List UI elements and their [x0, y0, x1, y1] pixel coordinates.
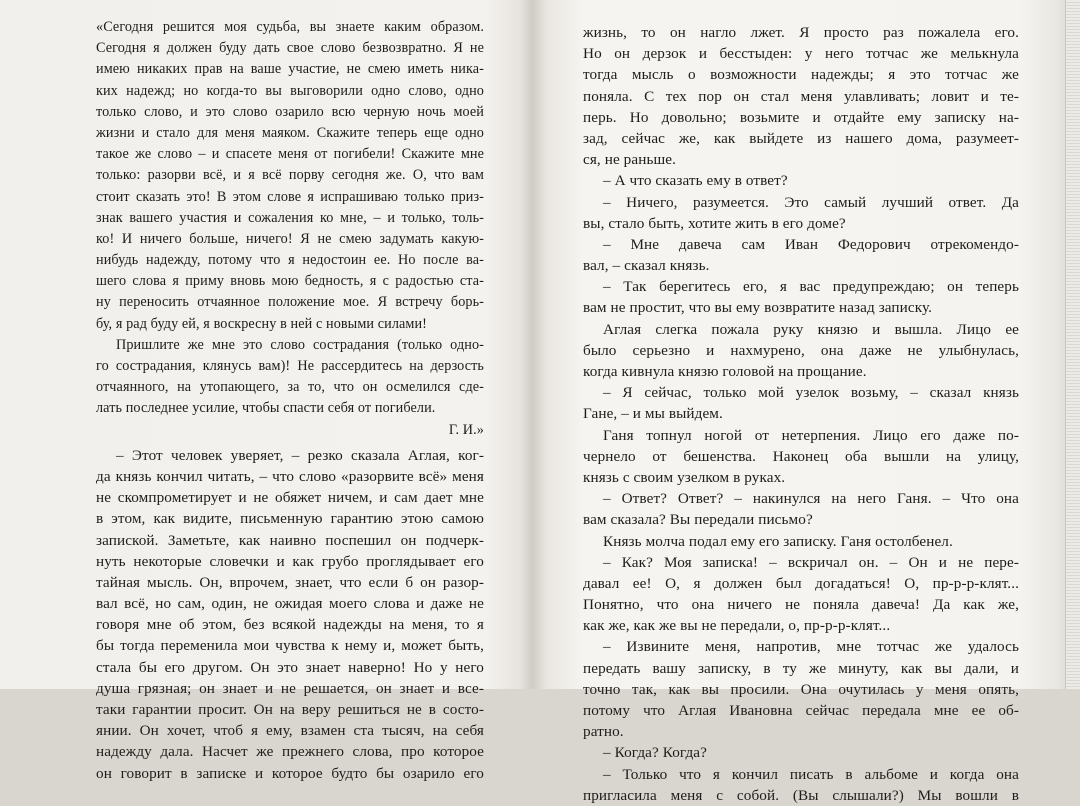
- text-line: стала бы его другом. Он это знает наверно! Но у него: [96, 658, 484, 676]
- text-line: нибудь надежду, потому что я недостоин ее. Но после ва-: [96, 252, 484, 269]
- text-line: янии. Он хочет, чтоб я ему, взамен ста тысяч, на себя: [96, 722, 484, 740]
- text-line: только слово, и это слово озарило всю черную ночь моей: [96, 103, 484, 120]
- text-line: передать вашу записку, в ту же минуту, как вы дали, и: [583, 659, 1019, 677]
- text-line: тайная мысль. Он, впрочем, знает, что если б он разор-: [96, 573, 484, 591]
- text-line: шего слова я приму вновь мою бедность, я с радостью ста-: [96, 273, 484, 290]
- text-line: – А что сказать ему в ответ?: [603, 172, 788, 190]
- left-body-text: [96, 445, 484, 784]
- text-line: тогда мысль о возможности надежды; я это тотчас же: [583, 66, 1019, 84]
- text-line: Но он дерзок и бесстыден: у него тотчас же мелькнула: [583, 45, 1019, 63]
- text-line: «Сегодня решится моя судьба, вы знаете каким образом.: [96, 19, 484, 35]
- left-page-text: [96, 17, 484, 784]
- text-line: лать последнее усилие, чтобы спасти себя от погибели.: [96, 400, 436, 417]
- text-line: Аглая слегка пожала руку князю и вышла. Лицо ее: [603, 320, 1019, 338]
- text-line: жизни и стало для меня маяком. Скажите теперь еще одно: [96, 124, 484, 141]
- text-line: стоит сказать это! В этом слове я испрашиваю только приз-: [96, 188, 484, 205]
- text-line: ну переносить отчаянное положение мое. Я встречу борь-: [96, 294, 484, 311]
- text-line: жизнь, то он нагло лжет. Я просто раз пожалела его.: [583, 24, 1019, 41]
- text-line: говоря мне об этом, без всякой надежды на меня, то я: [96, 616, 484, 634]
- text-line: Гане, – и мы выйдем.: [583, 405, 723, 423]
- text-line: давал ее! О, я должен был догадаться! О, пр-р-р-клят...: [583, 574, 1019, 592]
- text-line: когда кивнула князю головой на прощание.: [583, 363, 867, 380]
- text-line: только: разорви всё, и я всё порву сегодня же. О, что вам: [96, 167, 484, 184]
- text-line: было серьезно и нахмурено, она даже не улыбнулась,: [583, 341, 1019, 359]
- text-line: перь. Но довольно; возьмите и отдайте ему записку на-: [583, 108, 1019, 126]
- text-line: такое же слово – и спасете меня от погибели! Скажите мне: [96, 146, 484, 163]
- text-line: – Извините меня, напротив, мне тотчас же удалось: [603, 638, 1019, 656]
- text-line: – Ответ? Ответ? – накинулся на него Ганя. – Что она: [603, 490, 1019, 508]
- text-line: ких надежд; но когда-то вы выговорили одно слово, одно: [96, 82, 484, 99]
- text-line: вам не простит, что вы ему возвратите назад записку.: [583, 299, 933, 317]
- text-line: отчаянного, на утопающего, за то, что он осмелился сде-: [96, 379, 484, 396]
- text-line: как же, как же вы не передали, о, пр-р-р-клят...: [583, 617, 891, 635]
- text-line: вал всё, но сам, один, не ожидая моего слова и даже не: [96, 595, 484, 613]
- text-line: точно так, как вы просили. Она очутилась у меня опять,: [583, 680, 1019, 698]
- text-line: – Этот человек уверяет, – резко сказала Аглая, ког-: [116, 446, 484, 464]
- text-line: потому что Аглая Ивановна сейчас передала мне ее об-: [583, 702, 1019, 719]
- text-line: – Только что я кончил писать в альбоме и когда она: [603, 765, 1019, 783]
- page-fore-edge: [1065, 0, 1080, 689]
- text-line: – Так берегитесь его, я вас предупреждаю; он теперь: [603, 278, 1019, 296]
- text-line: он говорит в записке и которое будто бы озарило его: [96, 764, 484, 782]
- text-line: душа грязная; он знает и не решается, он знает и все-: [96, 679, 484, 697]
- text-line: имею никаких прав на ваше участие, не смею иметь ника-: [96, 61, 484, 78]
- text-line: – Когда? Когда?: [603, 744, 707, 762]
- text-line: Сегодня я должен буду дать свое слово безвозвратно. Я не: [96, 40, 484, 57]
- text-line: – Мне давеча сам Иван Федорович отрекомендо-: [603, 235, 1019, 253]
- text-line: поняла. С тех пор он стал меня улавливать; ловит и те-: [583, 87, 1019, 105]
- text-line: Пришлите же мне это слово сострадания (только одно-: [116, 336, 484, 353]
- text-line: – Я сейчас, только мой узелок возьму, – сказал князь: [603, 384, 1019, 402]
- text-line: запиской. Заметьте, как наивно поспешил он подчерк-: [96, 531, 484, 549]
- text-line: не скомпрометирует и не обяжет ничем, и сам дает мне: [96, 489, 484, 507]
- text-line: Понятно, что она ничего не поняла давеча! Да как же,: [583, 596, 1019, 614]
- letter-signature: Г. И.»: [448, 421, 484, 438]
- right-page-text: [583, 22, 1019, 806]
- text-line: зад, сейчас же, как выйдете из нашего дома, разумеет-: [583, 129, 1019, 147]
- text-line: таки гарантии просит. Он на веру решиться не в состо-: [96, 701, 484, 718]
- text-line: Ганя топнул ногой от нетерпения. Лицо его даже по-: [603, 426, 1019, 444]
- text-line: нуть некоторые словечки и как грубо проглядывает его: [96, 552, 484, 570]
- text-line: – Как? Моя записка! – вскричал он. – Он и не пере-: [603, 553, 1019, 571]
- right-page: [540, 0, 1080, 804]
- text-line: ко! И ничего больше, ничего! Я не смею задумать какую-: [96, 230, 484, 247]
- text-line: вам сказала? Вы передали письмо?: [583, 511, 813, 529]
- text-line: знак вашего участия и сожаления ко мне, – и только, толь-: [96, 209, 484, 226]
- letter-quote: [96, 17, 484, 441]
- text-line: пригласила меня с собой. (Вы слышали?) Мы вошли в: [583, 786, 1019, 804]
- text-line: – Ничего, разумеется. Это самый лучший ответ. Да: [603, 193, 1019, 211]
- text-line: го сострадания, клянусь вам)! Не рассердитесь на дерзость: [96, 358, 484, 374]
- text-line: Князь молча подал ему его записку. Ганя остолбенел.: [603, 532, 953, 550]
- text-line: князь с своим узелком в руках.: [583, 468, 786, 486]
- text-line: чернело от бешенства. Наконец оба вышли на улицу,: [583, 447, 1019, 465]
- text-line: бы тогда переменила мои чувства к нему и, может быть,: [96, 637, 484, 655]
- left-page: [0, 0, 520, 782]
- text-line: в этом, как видите, письменную гарантию этою самою: [96, 510, 484, 528]
- text-line: да князь кончил читать, – что слово «разорвите всё» меня: [96, 467, 484, 485]
- text-line: бу, я рад буду ей, я воскресну в ней с новыми силами!: [96, 315, 427, 332]
- text-line: ратно.: [583, 723, 624, 741]
- text-line: надежду дала. Насчет же прежнего слова, про которое: [96, 743, 484, 761]
- text-line: вы, стало быть, хотите жить в его доме?: [583, 214, 846, 232]
- text-line: ся, не раньше.: [583, 151, 677, 169]
- text-line: вал, – сказал князь.: [583, 257, 710, 275]
